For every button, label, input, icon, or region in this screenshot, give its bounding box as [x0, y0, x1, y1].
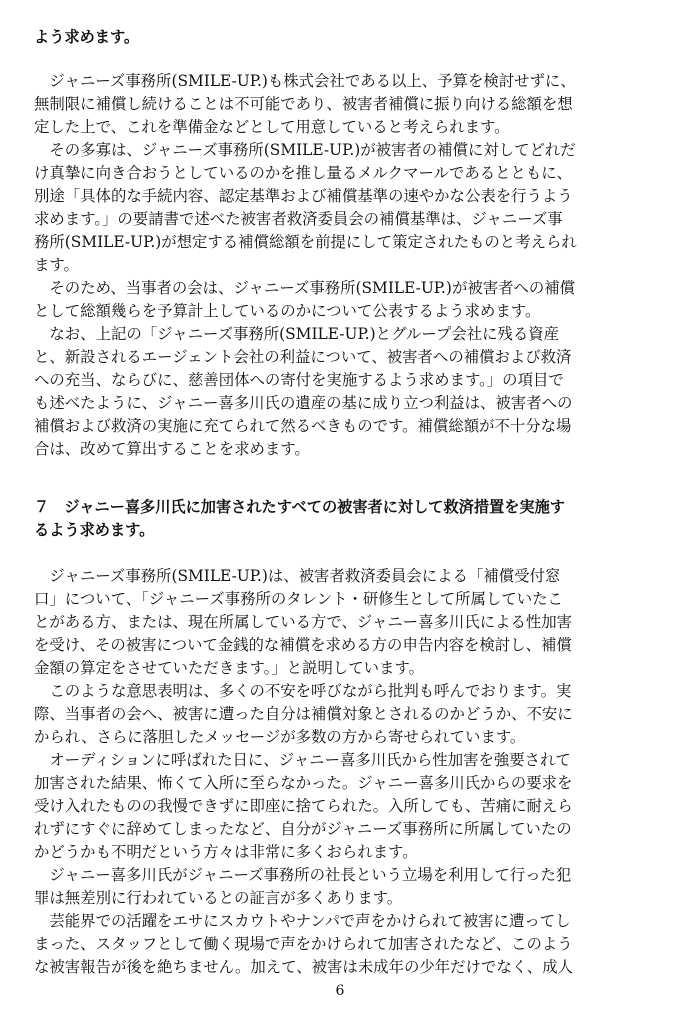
paragraph-line: 芸能界での活躍をエサにスカウトやナンパで声をかけられて被害に遭ってし: [34, 912, 571, 930]
paragraph-line: 罪は無差別に行われているとの証言が多くあります。: [34, 889, 403, 907]
paragraph-line: 加害された結果、怖くて入所に至らなかった。ジャニー喜多川氏からの要求を: [34, 774, 573, 792]
paragraph-line: 受け入れたものの我慢できずに即座に捨てられた。入所しても、苦痛に耐えら: [34, 797, 573, 815]
paragraph-line: も述べたように、ジャニー喜多川氏の遺産の基に成り立つ利益は、被害者への: [34, 394, 573, 412]
paragraph-line: オーディションに呼ばれた日に、ジャニー喜多川氏から性加害を強要されて: [34, 751, 571, 769]
paragraph-line: ジャニーズ事務所(SMILE-UP.)は、被害者救済委員会による「補償受付窓: [34, 567, 561, 585]
paragraph-line: ます。: [34, 256, 79, 274]
paragraph-line: 務所(SMILE-UP.)が想定する補償総額を前提にして策定されたものと考えられ: [34, 233, 577, 251]
paragraph-line: を受け、その被害について金銭的な補償を求める方の申告内容を検討し、補償: [34, 636, 572, 654]
paragraph-line: まった、スタッフとして働く現場で声をかけられて加害されたなど、このよう: [34, 935, 573, 953]
paragraph-line: このような意思表明は、多くの不安を呼びながら批判も呼んでおります。実: [34, 682, 572, 700]
section-heading: ７ ジャニー喜多川氏に加害されたすべての被害者に対して救済措置を実施す: [34, 498, 565, 516]
paragraph-line: 求めます。」の要請書で述べた被害者救済委員会の補償基準は、ジャニーズ事: [34, 210, 563, 228]
paragraph-line: な被害報告が後を絶ちません。加えて、被害は未成年の少年だけでなく、成人: [34, 958, 573, 976]
paragraph-line: その多寡は、ジャニーズ事務所(SMILE-UP.)が被害者の補償に対してどれだ: [34, 141, 576, 159]
paragraph-line: 無制限に補償し続けることは不可能であり、被害者補償に振り向ける総額を想: [34, 95, 573, 113]
paragraph-line: れずにすぐに辞めてしまったなど、自分がジャニーズ事務所に所属していたの: [34, 820, 572, 838]
paragraph-line: ジャニーズ事務所(SMILE-UP.)も株式会社である以上、予算を検討せずに、: [34, 72, 576, 90]
paragraph-line: 補償および救済の実施に充てられて然るべきものです。補償総額が不十分な場: [34, 417, 572, 435]
paragraph-line: け真摯に向き合おうとしているのかを推し量るメルクマールであるとともに、: [34, 164, 573, 182]
paragraph-line: 金額の算定をさせていただきます。」と説明しています。: [34, 659, 424, 677]
continued-heading: よう求めます。: [34, 28, 140, 46]
paragraph-line: 口」について、「ジャニーズ事務所のタレント・研修生として所属していたこ: [34, 590, 563, 608]
page-number: 6: [335, 983, 345, 999]
paragraph-line: そのため、当事者の会は、ジャニーズ事務所(SMILE-UP.)が被害者への補償: [34, 279, 576, 297]
paragraph-line: 際、当事者の会へ、被害に遭った自分は補償対象とされるのかどうか、不安に: [34, 705, 573, 723]
paragraph-line: 別途「具体的な手続内容、認定基準および補償基準の速やかな公表を行うよう: [34, 187, 573, 205]
paragraph-line: なお、上記の「ジャニーズ事務所(SMILE-UP.)とグループ会社に残る資産: [34, 325, 560, 343]
paragraph-line: として総額幾らを予算計上しているのかについて公表するよう求めます。: [34, 302, 541, 320]
section-heading: るよう求めます。: [34, 521, 155, 539]
paragraph-line: 定した上で、これを準備金などとして用意していると考えられます。: [34, 118, 510, 136]
paragraph-line: への充当、ならびに、慈善団体への寄付を実施するよう求めます。」の項目で: [34, 371, 564, 389]
paragraph-line: 合は、改めて算出することを求めます。: [34, 440, 310, 458]
paragraph-line: と、新設されるエージェント会社の利益について、被害者への補償および救済: [34, 348, 572, 366]
paragraph-line: ジャニー喜多川氏がジャニーズ事務所の社長という立場を利用して行った犯: [34, 866, 572, 884]
paragraph-line: とがある方、または、現在所属している方で、ジャニー喜多川氏による性加害: [34, 613, 573, 631]
paragraph-line: かどうかも不明だという方々は非常に多くおられます。: [34, 843, 418, 861]
paragraph-line: かられ、さらに落胆したメッセージが多数の方から寄せられています。: [34, 728, 526, 746]
